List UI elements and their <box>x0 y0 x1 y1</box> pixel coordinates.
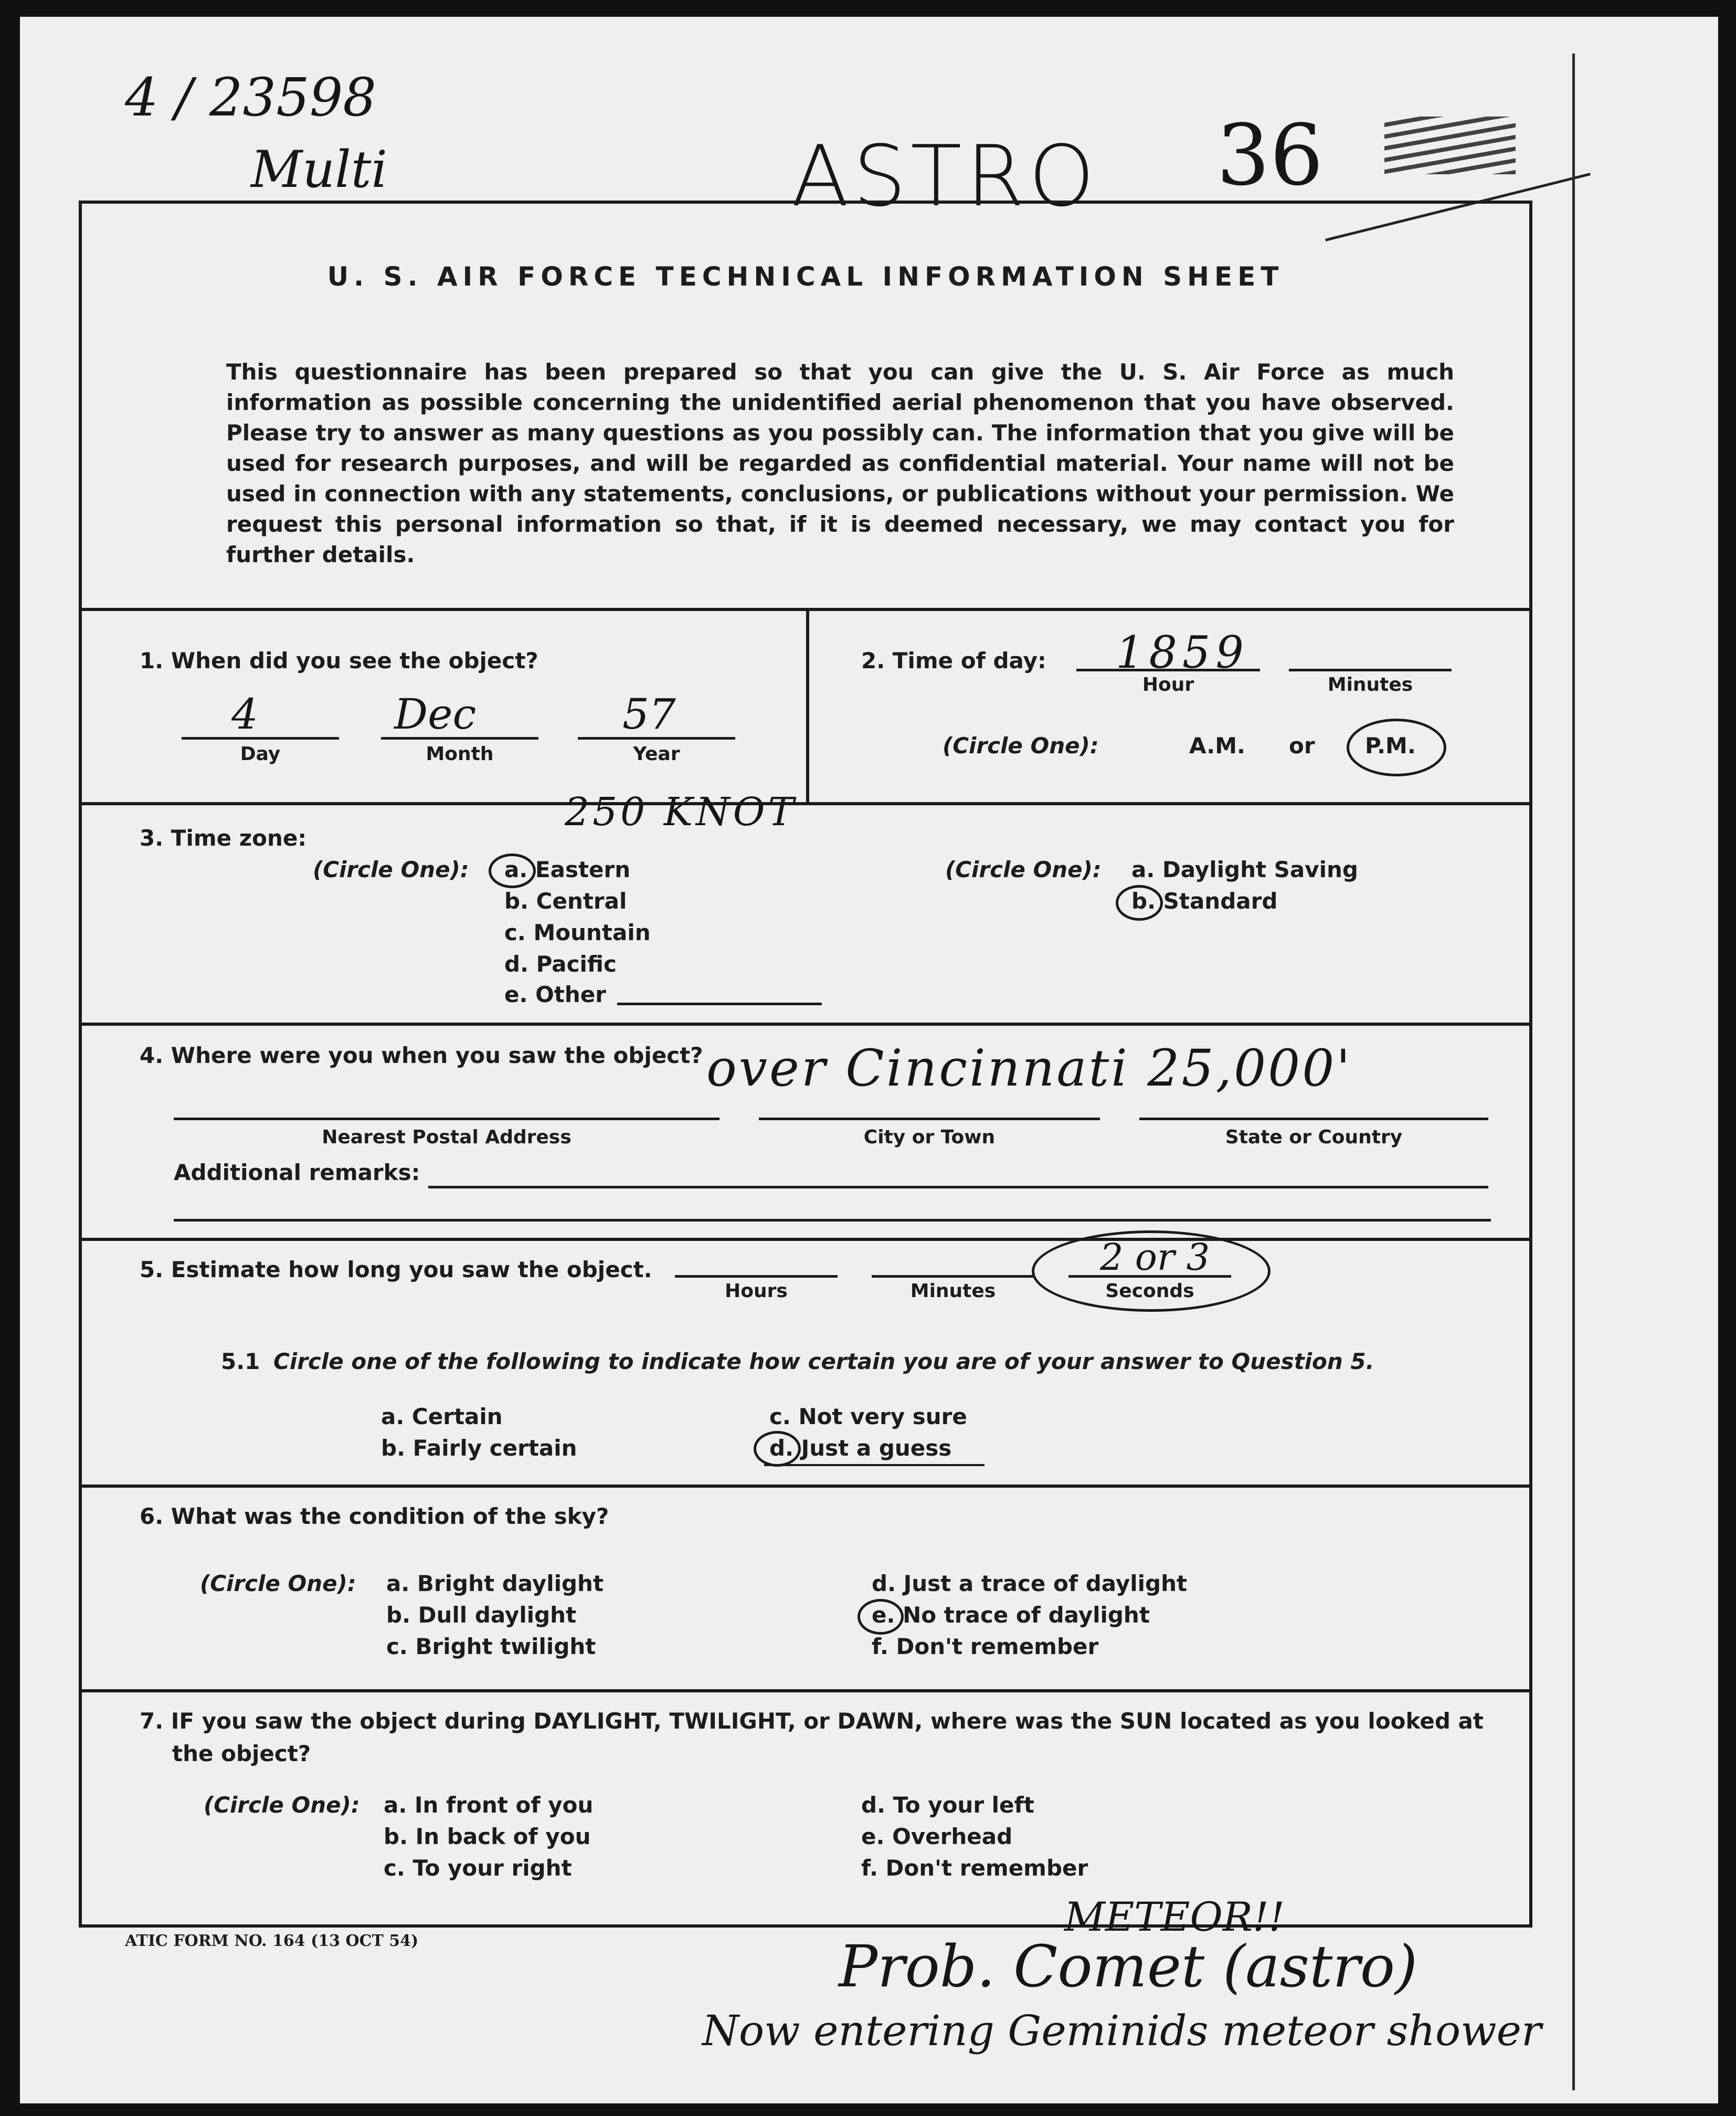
q51-option-certain[interactable]: a. Certain <box>381 1404 503 1429</box>
q2-pm-circle-mark <box>1347 719 1446 776</box>
q3-option-daylight-saving[interactable]: a. Daylight Saving <box>1131 857 1358 882</box>
q2-minutes-label: Minutes <box>1327 674 1413 696</box>
q2-or-text: or <box>1289 733 1315 759</box>
q3-option-other[interactable]: e. Other <box>504 982 606 1007</box>
q6-option-dont-remember[interactable]: f. Don't remember <box>872 1634 1099 1659</box>
scribble-mark <box>1384 117 1516 174</box>
q3-option-mountain[interactable]: c. Mountain <box>504 920 651 945</box>
section-q3 <box>82 789 1529 1023</box>
section-q5 <box>82 1238 1529 1485</box>
q7-option-in-back[interactable]: b. In back of you <box>384 1824 591 1849</box>
q1-q2-divider <box>806 611 809 802</box>
q1-month-value: Dec <box>394 690 477 739</box>
q1-question: 1. When did you see the object? <box>140 648 538 673</box>
q3-option-eastern[interactable]: a. Eastern <box>504 857 631 882</box>
q1-day-line[interactable] <box>182 737 339 740</box>
intro-paragraph: This questionnaire has been prepared so that you can give the U. S. Air Force as much information as possible concerning the unidentified aerial phenomenon that you have observed. Please try to answer as many questions as you possibly can. The information that you give will be used for research purposes, and will be regarded as confidential material. Your name will not be used in connection with any statements, conclusions, or publications without your permission. We request this personal information so that, if it is deemed necessary, we may contact you for further details. <box>226 359 1454 567</box>
q6-option-no-trace-daylight[interactable]: e. No trace of daylight <box>872 1602 1150 1628</box>
q4-remarks-line-2[interactable] <box>174 1219 1491 1222</box>
section-q6 <box>82 1485 1529 1689</box>
multi-note: Multi <box>251 140 388 199</box>
q1-year-label: Year <box>633 743 680 765</box>
q2-circle-one: (Circle One): <box>943 733 1099 759</box>
q4-city-line[interactable] <box>759 1118 1100 1120</box>
q3-note: 250 KNOT <box>565 789 797 835</box>
q6-option-dull-daylight[interactable]: b. Dull daylight <box>386 1602 577 1628</box>
q3-other-line[interactable] <box>617 1003 822 1005</box>
q6-option-trace-daylight[interactable]: d. Just a trace of daylight <box>872 1571 1188 1596</box>
q1-year-line[interactable] <box>578 737 735 740</box>
evaluation-footer-note: Now entering Geminids meteor shower <box>702 2006 1542 2055</box>
section-q7 <box>82 1689 1529 1924</box>
q51-option-just-a-guess[interactable]: d. Just a guess <box>769 1435 952 1461</box>
section-q4 <box>82 1023 1529 1238</box>
q3-option-central[interactable]: b. Central <box>504 888 627 914</box>
q7-option-dont-remember[interactable]: f. Don't remember <box>861 1855 1088 1881</box>
q7-question-line-2: the object? <box>172 1741 311 1766</box>
q7-option-in-front[interactable]: a. In front of you <box>384 1792 594 1818</box>
q2-hour-label: Hour <box>1142 674 1194 696</box>
q4-answer: over Cincinnati 25,000' <box>706 1039 1352 1098</box>
q4-postal-label: Nearest Postal Address <box>322 1127 571 1148</box>
q2-hour-line[interactable] <box>1076 669 1260 671</box>
ref-number-note: 4 / 23598 <box>125 67 377 128</box>
q1-day-value: 4 <box>231 690 258 739</box>
q2-am-option[interactable]: A.M. <box>1189 733 1245 759</box>
q5-minutes-label: Minutes <box>910 1280 996 1302</box>
q3-question: 3. Time zone: <box>140 825 307 851</box>
evaluation-meteor-note: METEOR!! <box>1064 1893 1285 1940</box>
q51-option-not-very-sure[interactable]: c. Not very sure <box>769 1404 967 1429</box>
q3-option-standard[interactable]: b. Standard <box>1131 888 1278 914</box>
q2-question: 2. Time of day: <box>861 648 1046 673</box>
q7-option-overhead[interactable]: e. Overhead <box>861 1824 1013 1849</box>
form-title: U. S. AIR FORCE TECHNICAL INFORMATION SHEET <box>327 261 1284 292</box>
q7-option-to-right[interactable]: c. To your right <box>384 1855 572 1881</box>
q4-state-label: State or Country <box>1225 1127 1403 1148</box>
q6-no-trace-circle-mark <box>858 1599 904 1635</box>
q7-option-to-left[interactable]: d. To your left <box>861 1792 1034 1818</box>
q1-day-label: Day <box>240 743 281 765</box>
q3-circle-one: (Circle One): <box>313 857 469 882</box>
q51-option-fairly-certain[interactable]: b. Fairly certain <box>381 1435 577 1461</box>
q4-postal-line[interactable] <box>174 1118 719 1120</box>
q6-circle-one: (Circle One): <box>200 1571 356 1596</box>
q4-state-line[interactable] <box>1139 1118 1488 1120</box>
q5-seconds-circle-mark <box>1032 1230 1271 1312</box>
q6-question: 6. What was the condition of the sky? <box>140 1503 609 1529</box>
q51-question: Circle one of the following to indicate how certain you are of your answer to Question 5. <box>273 1349 1374 1374</box>
q5-minutes-line[interactable] <box>872 1275 1034 1278</box>
q3-standard-circle-mark <box>1116 885 1163 921</box>
q2-hour-value: 1859 <box>1116 627 1249 678</box>
q5-question: 5. Estimate how long you saw the object. <box>140 1257 652 1282</box>
q4-remarks-line-1[interactable] <box>428 1186 1488 1188</box>
q1-year-value: 57 <box>622 690 676 739</box>
q3-dst-circle-one: (Circle One): <box>945 857 1102 882</box>
q2-pm-option[interactable]: P.M. <box>1365 733 1416 759</box>
form-number: ATIC FORM NO. 164 (13 OCT 54) <box>125 1932 419 1950</box>
q51-number: 5.1 <box>221 1349 260 1374</box>
q4-city-label: City or Town <box>863 1127 996 1148</box>
q7-question-line-1: 7. IF you saw the object during DAYLIGHT, TWILIGHT, or DAWN, where was the SUN located as you looked at <box>140 1708 1484 1734</box>
number-note: 36 <box>1216 106 1324 204</box>
q6-option-bright-daylight[interactable]: a. Bright daylight <box>386 1571 604 1596</box>
q51-guess-underline <box>764 1464 985 1466</box>
q4-remarks-label: Additional remarks: <box>174 1160 420 1185</box>
q2-minutes-line[interactable] <box>1289 669 1452 671</box>
q6-option-bright-twilight[interactable]: c. Bright twilight <box>386 1634 596 1659</box>
q4-question: 4. Where were you when you saw the object? <box>140 1043 703 1068</box>
q5-seconds-label: Seconds <box>1105 1280 1194 1302</box>
technical-information-form <box>79 201 1532 1928</box>
q5-seconds-value: 2 or 3 <box>1100 1236 1210 1279</box>
q1-month-line[interactable] <box>381 737 538 740</box>
q51-guess-circle-mark <box>754 1431 801 1467</box>
right-border-line <box>1572 54 1575 2090</box>
q3-eastern-circle-mark <box>489 854 536 888</box>
q5-hours-line[interactable] <box>675 1275 838 1278</box>
q1-month-label: Month <box>426 743 494 765</box>
q3-option-pacific[interactable]: d. Pacific <box>504 951 617 977</box>
category-note: ASTRO <box>791 127 1099 225</box>
q7-circle-one: (Circle One): <box>204 1792 360 1818</box>
section-q1-q2 <box>82 608 1529 802</box>
q5-hours-label: Hours <box>725 1280 788 1302</box>
document-sheet <box>20 17 1718 2103</box>
evaluation-note: Prob. Comet (astro) <box>839 1933 1418 2000</box>
